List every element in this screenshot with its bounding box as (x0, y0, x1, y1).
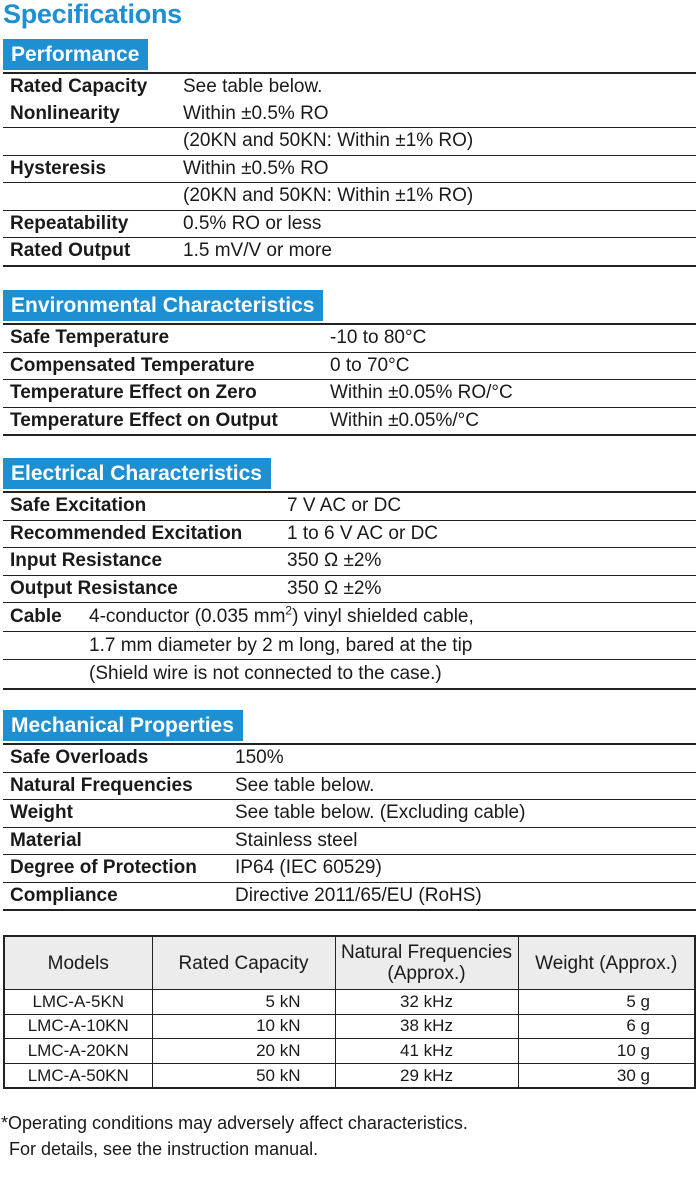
cable-line-1: Cable 4-conductor (0.035 $mm^2$) vinyl shielded cable, (10, 603, 474, 627)
table-row: LMC-A-20KN 20 kN 41 kHz 10 g (4, 1039, 695, 1064)
spec-row: Safe Temperature -10 to 80°C (3, 324, 696, 352)
spec-row: Repeatability 0.5% RO or less (3, 210, 696, 238)
footnote (1, 1110, 468, 1162)
environmental-heading: Environmental Characteristics (3, 290, 323, 321)
spec-row: Temperature Effect on Zero Within ±0.05% RO/°C (3, 380, 696, 408)
spec-row: Temperature Effect on Output Within ±0.05%/°C (10, 409, 479, 431)
spec-row: Input Resistance 350 Ω ±2% (3, 548, 696, 576)
cable-line-2: 1.7 mm diameter by 2 m long, bared at the tip (3, 631, 696, 660)
spec-row: Nonlinearity Within ±0.5% RO (10, 102, 329, 124)
spec-row: Degree of Protection IP64 (IEC 60529) (3, 855, 696, 883)
spec-row: (20KN and 50KN: Within ±1% RO) (3, 128, 696, 156)
mechanical-heading: Mechanical Properties (3, 710, 243, 741)
table-row: LMC-A-50KN 50 kN 29 kHz 30 g (4, 1063, 695, 1088)
models-header-row (4, 936, 695, 990)
header-natural-frequencies: Natural Frequencies (Approx.) (335, 936, 518, 990)
footnote-line-2: For details, see the instruction manual. (9, 1139, 319, 1159)
spec-row: (20KN and 50KN: Within ±1% RO) (3, 183, 696, 211)
table-row: LMC-A-5KN 5 kN 32 kHz 5 g (4, 990, 695, 1015)
page-title: Specifications (3, 0, 182, 29)
cable-line-3: (Shield wire is not connected to the case.) (3, 659, 696, 688)
spec-row: Weight See table below. (Excluding cable) (3, 800, 696, 828)
environmental-table (3, 323, 696, 436)
spec-row: Hysteresis Within ±0.5% RO (10, 157, 329, 179)
spec-row: Compensated Temperature 0 to 70°C (3, 352, 696, 380)
spec-row: Material Stainless steel (3, 827, 696, 855)
environmental-section (3, 290, 696, 436)
spec-row: Rated Output 1.5 mV/V or more (10, 240, 332, 262)
electrical-section (3, 458, 696, 690)
electrical-table (3, 491, 696, 603)
spec-row: Safe Excitation 7 V AC or DC (3, 492, 696, 520)
header-models: Models (4, 936, 152, 990)
spec-row: Output Resistance 350 Ω ±2% (10, 577, 382, 599)
models-table (3, 935, 696, 1089)
spec-row: Rated Capacity See table below. (10, 76, 323, 98)
table-row: LMC-A-10KN 10 kN 38 kHz 6 g (4, 1014, 695, 1039)
mechanical-section (3, 710, 696, 911)
performance-table (3, 72, 696, 267)
electrical-heading: Electrical Characteristics (3, 458, 271, 489)
header-weight: Weight (Approx.) (518, 936, 695, 990)
spec-row: Compliance Directive 2011/65/EU (RoHS) (10, 884, 482, 906)
performance-heading: Performance (3, 39, 148, 70)
mechanical-table (3, 743, 696, 911)
cable-spec (3, 603, 696, 690)
spec-row: Safe Overloads 150% (3, 744, 696, 772)
header-rated-capacity: Rated Capacity (152, 936, 335, 990)
spec-row: Recommended Excitation 1 to 6 V AC or DC (3, 520, 696, 548)
performance-section (3, 39, 696, 267)
spec-row: Natural Frequencies See table below. (3, 772, 696, 800)
footnote-line-1: *Operating conditions may adversely affect characteristics. (1, 1113, 468, 1133)
